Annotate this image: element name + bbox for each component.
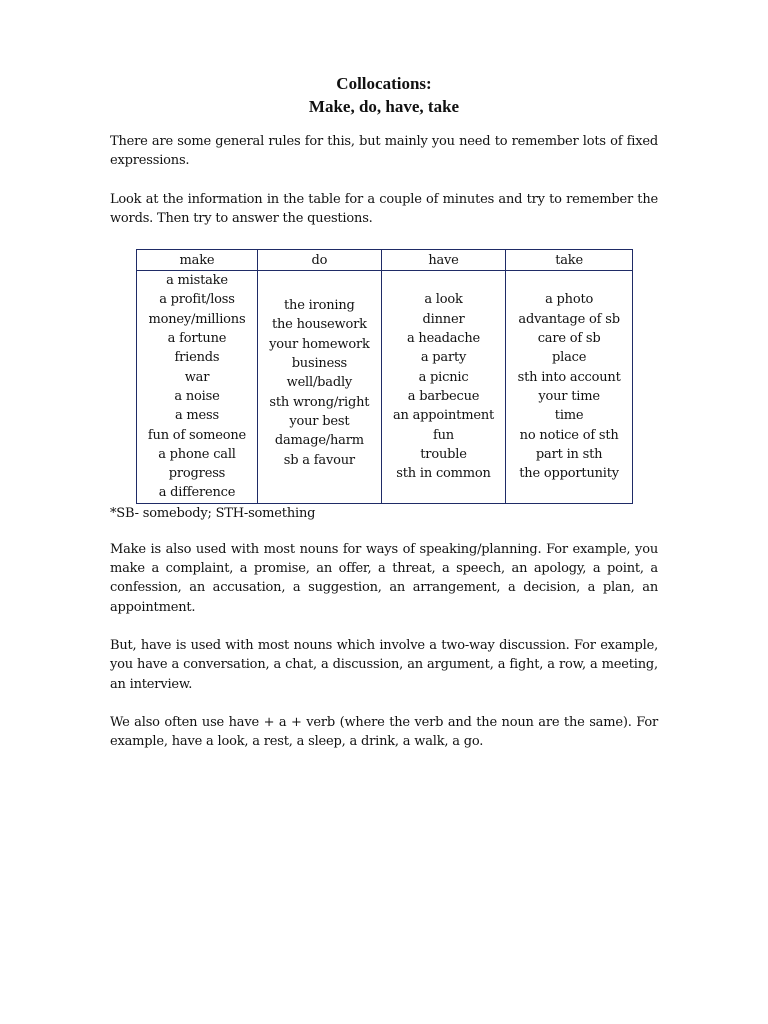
table-cell-item: sth into account (517, 369, 621, 385)
table-row (137, 271, 633, 504)
body-paragraph-2: But, have is used with most nouns which involve a two-way discussion. For example, you have a conversation, a chat, a discussion, an argument, a fight, a row, a meeting, an interview. (110, 637, 658, 692)
document-page (110, 72, 658, 770)
table-cell-item: part in sth (535, 446, 603, 462)
table-cell-item: the ironing (284, 298, 355, 314)
table-cell-item: sb a favour (283, 452, 355, 468)
table-cell-item: sth in common (396, 466, 491, 482)
body-paragraph-1: Make is also used with most nouns for ways of speaking/planning. For example, you make a complaint, a promise, an offer, a threat, a speech, an apology, a point, a confession, an accusation, a suggestion, an arrangement, a decision, a plan, an appointment. (110, 541, 658, 615)
column-have (381, 271, 505, 504)
table-cell-item: a barbecue (407, 388, 480, 404)
table-cell-item: the housework (271, 317, 367, 333)
table-cell-item: money/millions (148, 311, 246, 327)
collocation-table (136, 249, 633, 504)
document-title (110, 72, 658, 118)
table-cell-item: a fortune (167, 331, 227, 347)
table-cell-item: progress (168, 466, 226, 482)
table-cell-item: fun of someone (147, 427, 246, 443)
table-cell-item: time (554, 408, 584, 424)
header-have: have (381, 250, 505, 271)
table-cell-item: friends (174, 350, 220, 366)
intro-paragraph-2: Look at the information in the table for a couple of minutes and try to remember the words. Then try to answer the questions. (110, 191, 658, 226)
table-cell-item: a phone call (158, 446, 236, 462)
table-cell-item: trouble (420, 446, 467, 462)
table-cell-item: your best (289, 413, 350, 429)
header-make: make (137, 250, 258, 271)
table-cell-item: the opportunity (519, 466, 619, 482)
table-cell-item: a headache (406, 331, 481, 347)
table-cell-item: an appointment (392, 408, 495, 424)
column-make (137, 271, 258, 504)
table-header-row (137, 250, 633, 271)
title-line-1: Collocations: (336, 74, 432, 93)
table-cell-item: well/badly (286, 375, 353, 391)
table-cell-item: a party (420, 350, 467, 366)
table-cell-item: your homework (269, 336, 370, 352)
table-cell-item: fun (433, 427, 454, 443)
table-cell-item: a look (424, 292, 463, 308)
column-take (506, 271, 633, 504)
header-take: take (506, 250, 633, 271)
table-cell-item: care of sb (537, 331, 601, 347)
table-cell-item: a difference (158, 485, 236, 501)
title-line-2: Make, do, have, take (308, 97, 460, 116)
table-cell-item: a photo (545, 292, 594, 308)
header-do: do (257, 250, 381, 271)
table-cell-item: sth wrong/right (269, 394, 370, 410)
table-cell-item: a mistake (166, 273, 228, 289)
table-footnote: *SB- somebody; STH-something (110, 505, 316, 521)
table-cell-item: a picnic (418, 369, 469, 385)
table-cell-item: no notice of sth (519, 427, 619, 443)
table-cell-item: damage/harm (274, 433, 364, 449)
table-cell-item: your time (538, 388, 600, 404)
table-cell-item: a noise (174, 388, 220, 404)
table-cell-item: war (184, 369, 210, 385)
table-cell-item: advantage of sb (518, 311, 620, 327)
table-cell-item: dinner (422, 311, 465, 327)
column-do (257, 271, 381, 504)
table-cell-item: business (291, 356, 348, 372)
body-paragraph-3: We also often use have + a + verb (where the verb and the noun are the same). For example, have a look, a rest, a sleep, a drink, a walk, a go. (110, 714, 658, 750)
table-cell-item: a profit/loss (159, 292, 235, 308)
table-cell-item: a mess (174, 408, 219, 424)
intro-paragraph-1: There are some general rules for this, but mainly you need to remember lots of fixed expressions. (110, 134, 658, 169)
table-cell-item: place (552, 350, 587, 366)
